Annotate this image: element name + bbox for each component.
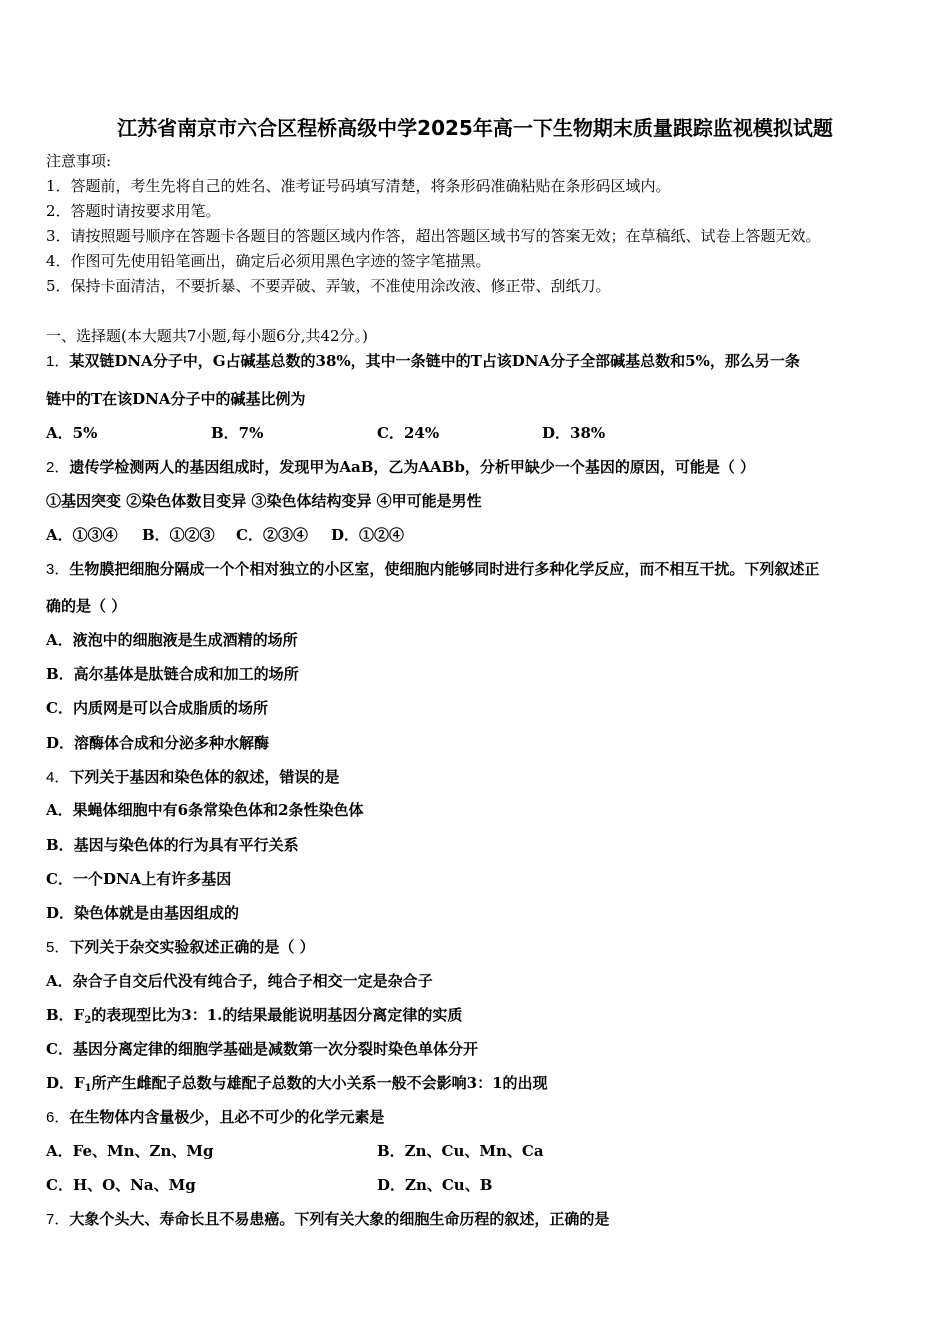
- question-4-option-d: D．染色体就是由基因组成的: [46, 904, 240, 922]
- notice-heading: 注意事项:: [46, 152, 112, 170]
- section-heading: 一、选择题(本大题共7小题,每小题6分,共42分。): [46, 327, 368, 345]
- question-3-line-1: [46, 559, 819, 580]
- question-2-option-b: B．①②③: [142, 526, 215, 544]
- question-stem: 生物膜把细胞分隔成一个个相对独立的小区室，使细胞内能够同时进行多种化学反应，而不相互干扰。下列叙述正: [69, 560, 820, 578]
- notice-item-4: 4．作图可先使用铅笔画出，确定后必须用黑色字迹的签字笔描黑。: [46, 252, 491, 270]
- question-6-stem-line: [46, 1107, 384, 1128]
- question-1-option-d: D．38%: [542, 424, 606, 442]
- question-1-line-1: [46, 351, 800, 372]
- question-2-option-d: D．①②④: [331, 526, 405, 544]
- question-stem: 下列关于杂交实验叙述正确的是（ ）: [69, 938, 315, 956]
- question-6-option-a: A．Fe、Mn、Zn、Mg: [46, 1142, 214, 1160]
- question-number: 3．: [46, 561, 70, 578]
- question-1-line-2: 链中的T在该DNA分子中的碱基比例为: [46, 390, 306, 408]
- exam-title: 江苏省南京市六合区程桥高级中学2025年高一下生物期末质量跟踪监视模拟试题: [117, 116, 833, 140]
- question-2-choices: ①基因突变 ②染色体数目变异 ③染色体结构变异 ④甲可能是男性: [46, 492, 482, 510]
- question-2-option-c: C．②③④: [236, 526, 308, 544]
- question-6-option-c: C．H、O、Na、Mg: [46, 1176, 196, 1194]
- question-number: 2．: [46, 459, 70, 476]
- question-stem: 下列关于基因和染色体的叙述，错误的是: [69, 768, 340, 786]
- question-4-option-b: B．基因与染色体的行为具有平行关系: [46, 836, 299, 854]
- question-5-option-b: [46, 1005, 462, 1025]
- question-3-option-d: D．溶酶体合成和分泌多种水解酶: [46, 734, 270, 752]
- option-d-prefix: D．F: [46, 1074, 85, 1092]
- question-number: 7．: [46, 1211, 70, 1228]
- question-1-option-c: C．24%: [377, 424, 440, 442]
- notice-item-1: 1．答题前，考生先将自己的姓名、准考证号码填写清楚，将条形码准确粘贴在条形码区域内。: [46, 177, 671, 195]
- question-number: 6．: [46, 1109, 70, 1126]
- question-1-option-a: A．5%: [46, 424, 98, 442]
- question-5-stem-line: [46, 937, 315, 958]
- option-d-text: 所产生雌配子总数与雄配子总数的大小关系一般不会影响3：1的出现: [91, 1074, 548, 1092]
- question-5-option-d: [46, 1073, 548, 1093]
- option-b-prefix: B．F: [46, 1006, 85, 1024]
- notice-item-5: 5．保持卡面清洁，不要折暴、不要弄破、弄皱，不准使用涂改液、修正带、刮纸刀。: [46, 277, 611, 295]
- question-7-stem-line: [46, 1209, 609, 1230]
- question-4-stem-line: [46, 767, 339, 788]
- question-5-option-a: A．杂合子自交后代没有纯合子，纯合子相交一定是杂合子: [46, 972, 433, 990]
- question-4-option-a: A．果蝇体细胞中有6条常染色体和2条性染色体: [46, 801, 364, 819]
- question-2-option-a: A．①③④: [46, 526, 118, 544]
- question-4-option-c: C．一个DNA上有许多基因: [46, 870, 232, 888]
- notice-item-2: 2．答题时请按要求用笔。: [46, 202, 221, 220]
- question-6-option-d: D．Zn、Cu、B: [377, 1176, 493, 1194]
- question-3-option-a: A．液泡中的细胞液是生成酒精的场所: [46, 631, 298, 649]
- question-stem: 某双链DNA分子中，G占碱基总数的38%，其中一条链中的T占该DNA分子全部碱基总数和5%，那么另一条: [69, 352, 800, 370]
- question-3-option-c: C．内质网是可以合成脂质的场所: [46, 699, 268, 717]
- question-stem: 在生物体内含量极少，且必不可少的化学元素是: [69, 1108, 385, 1126]
- notice-item-3: 3．请按照题号顺序在答题卡各题目的答题区域内作答，超出答题区域书写的答案无效；在草稿纸、试卷上答题无效。: [46, 227, 821, 245]
- question-number: 4．: [46, 769, 70, 786]
- question-6-option-b: B．Zn、Cu、Mn、Ca: [377, 1142, 544, 1160]
- subscript: 2: [84, 1015, 92, 1026]
- question-number: 1．: [46, 353, 70, 370]
- question-3-line-2: 确的是（ ）: [46, 597, 127, 615]
- question-3-option-b: B．高尔基体是肽链合成和加工的场所: [46, 665, 299, 683]
- question-2-stem-line: [46, 457, 755, 478]
- question-5-option-c: C．基因分离定律的细胞学基础是减数第一次分裂时染色单体分开: [46, 1040, 478, 1058]
- question-stem: 遗传学检测两人的基因组成时，发现甲为AaB，乙为AABb，分析甲缺少一个基因的原因，可能是（ ）: [69, 458, 756, 476]
- question-number: 5．: [46, 939, 70, 956]
- question-stem: 大象个头大、寿命长且不易患癌。下列有关大象的细胞生命历程的叙述，正确的是: [69, 1210, 610, 1228]
- question-1-option-b: B．7%: [211, 424, 264, 442]
- subscript: 1: [84, 1083, 92, 1094]
- option-b-text: 的表现型比为3：1.的结果最能说明基因分离定律的实质: [91, 1006, 463, 1024]
